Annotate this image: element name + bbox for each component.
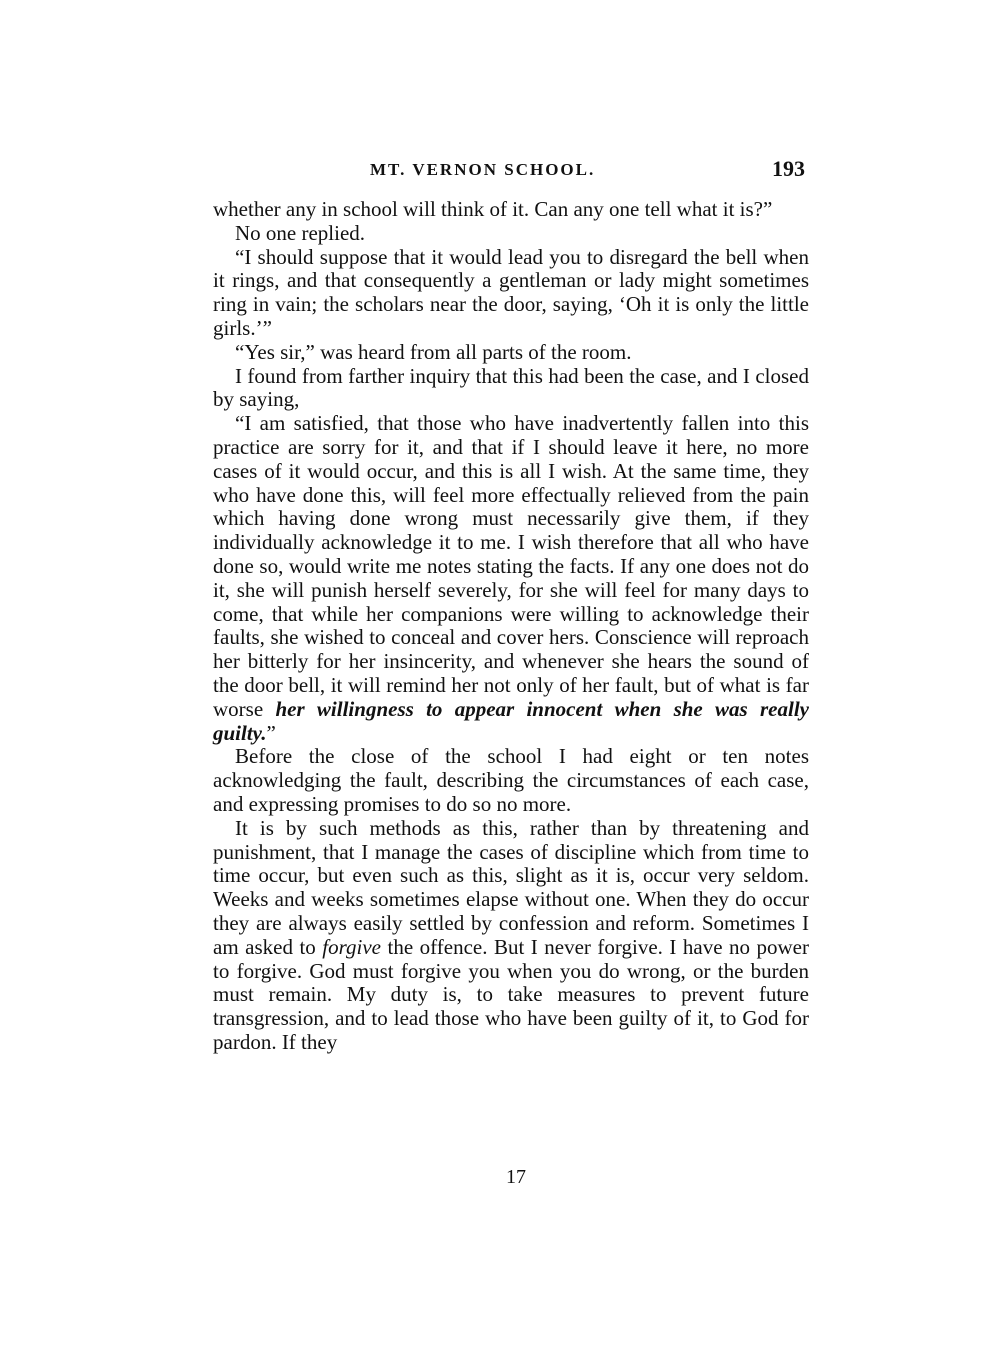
paragraph-teacher-suppose: “I should suppose that it would lead you to disregard the bell when it rings, and that consequently a gentleman or lady might sometimes ring in vain; the scholars near the door, saying, ‘Oh it is only the little girls.’” — [213, 244, 809, 340]
paragraph-text: “I am satisfied, that those who have inadvertently fallen into this practice are sorry for it, and that if I should leave it here, no more cases of it would occur, and this is all I wish. At the same time, they who have done this, will feel more effectually relieved from the pain which having done wrong must necessarily give them, if they individually acknowledge it to me. I wish therefore that all who have done so, would write me notes stating the facts. If any one does not do it, she will punish herself severely, for she will feel for many days to come, that while her companions were willing to acknowledge their faults, she wished to conceal and cover hers. Conscience will reproach her bitterly for her insincerity, and whenever she hears the sound of the door bell, it will remind her not only of her fault, but of what is far worse — [213, 411, 809, 721]
paragraph-text: It is by such methods as this, rather than by threatening and punishment, that I manage the cases of discipline which from time to time occur, but even such as this, slight as it is, occur very seldom. Weeks and weeks sometimes elapse without one. When they do occur they are always easily settled by confession and reform. Sometimes I am asked to — [213, 815, 809, 959]
page-number: 193 — [772, 156, 805, 181]
signature-mark: 17 — [506, 1166, 526, 1188]
paragraph-no-reply: No one replied. — [235, 220, 366, 245]
body-text — [213, 198, 809, 1055]
paragraph-methods — [213, 817, 809, 1055]
paragraph-yes-sir: “Yes sir,” was heard from all parts of the room. — [235, 339, 632, 364]
closing-quote: ” — [266, 720, 276, 745]
running-head: MT. VERNON SCHOOL. — [370, 160, 596, 179]
paragraph-notes-received: Before the close of the school I had eight or ten notes acknowledging the fault, describing the circumstances of each case, and expressing promises to do so no more. — [213, 744, 809, 816]
emphasized-word: forgive — [322, 934, 381, 959]
emphasized-phrase: her willingness to appear innocent when she was really guilty. — [213, 696, 809, 745]
paragraph-teacher-satisfied — [213, 412, 809, 745]
paragraph-farther-inquiry: I found from farther inquiry that this had been the case, and I closed by saying, — [213, 363, 809, 412]
paragraph-text: the offence. But I never forgive. I have no power to forgive. God must forgive you when you do wrong, or the burden must remain. My duty is, to take measures to prevent future transgression, and to lead those who have been guilty of it, to God for pardon. If they — [213, 934, 809, 1054]
paragraph-continuation: whether any in school will think of it. Can any one tell what it is?” — [213, 197, 773, 221]
